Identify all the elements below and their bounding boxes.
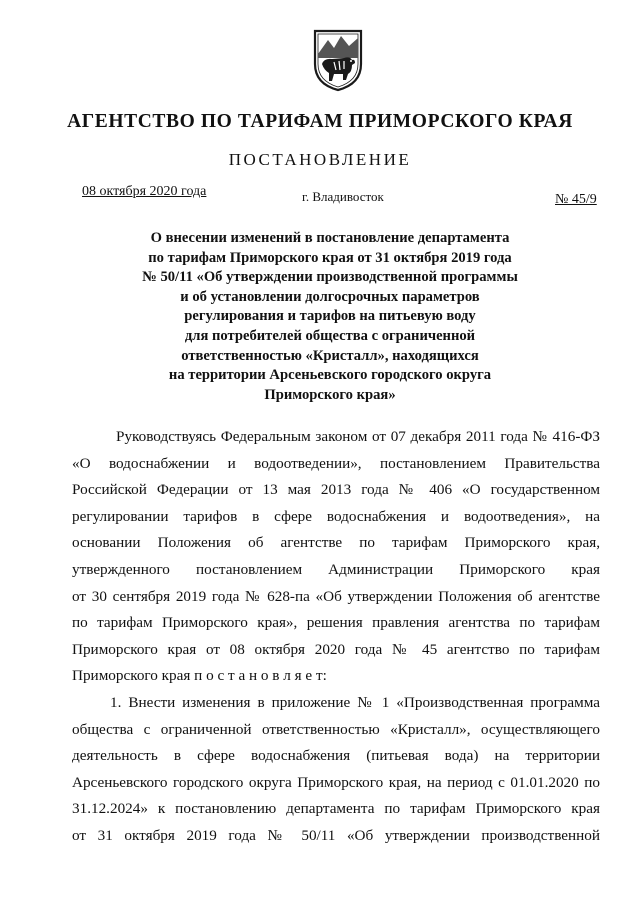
title-line: ответственностью «Кристалл», находящихся <box>181 347 479 364</box>
document-city: г. Владивосток <box>302 189 384 204</box>
coat-of-arms-icon <box>312 28 364 92</box>
title-line: регулирования и тарифов на питьевую воду <box>184 308 476 325</box>
document-title <box>130 229 530 405</box>
body-line: общества с ограниченной ответственностью «Кристалл», осуществляющего <box>72 720 600 738</box>
body-line: Российской Федерации от 13 мая 2013 года № 406 «О государственном <box>72 481 600 499</box>
body-line: 1. Внести изменения в приложение № 1 «Производственная программа <box>110 693 600 711</box>
body-line: Арсеньевского городского округа Приморского края, на период с 01.01.2020 по <box>72 773 600 791</box>
agency-name: АГЕНТСТВО ПО ТАРИФАМ ПРИМОРСКОГО КРАЯ <box>67 111 573 132</box>
body-line: деятельность в сфере водоснабжения (питьевая вода) на территории <box>72 747 600 765</box>
title-line: О внесении изменений в постановление департамента <box>150 230 510 246</box>
body-line: Приморского края п о с т а н о в л я е т: <box>72 667 327 685</box>
body-line: Приморского края от 08 октября 2020 года № 45 агентство по тарифам <box>72 640 600 658</box>
body-line: 31.12.2024» к постановлению департамента по тарифам Приморского края <box>72 800 600 818</box>
body-line: основании Положения об агентстве по тарифам Приморского края, <box>72 534 600 552</box>
title-line: № 50/11 «Об утверждении производственной программы <box>142 269 518 286</box>
body-line: регулировании тарифов в сфере водоснабжения и водоотведения», на <box>72 507 600 525</box>
body-line: утвержденного постановлением Администрации Приморского края <box>72 560 600 578</box>
body-line: от 30 сентября 2019 года № 628-па «Об утверждении Положения об агентстве <box>72 587 600 605</box>
title-line: и об установлении долгосрочных параметров <box>180 288 480 305</box>
title-line: по тарифам Приморского края от 31 октября 2019 года <box>148 249 512 266</box>
title-line: для потребителей общества с ограниченной <box>184 327 476 344</box>
title-line: Приморского края» <box>264 386 396 403</box>
document-body <box>72 424 600 850</box>
document-type: ПОСТАНОВЛЕНИЕ <box>228 150 412 169</box>
body-line: от 31 октября 2019 года № 50/11 «Об утверждении производственной <box>72 826 600 844</box>
body-line: «О водоснабжении и водоотведении», постановлением Правительства <box>72 454 600 472</box>
title-line: на территории Арсеньевского городского округа <box>168 367 492 384</box>
document-number: № 45/9 <box>555 192 597 207</box>
body-line: по тарифам Приморского края», решения правления агентства по тарифам <box>72 614 600 632</box>
document-date: 08 октября 2020 года <box>82 184 207 199</box>
body-line: Руководствуясь Федеральным законом от 07 декабря 2011 года № 416-ФЗ <box>116 428 600 445</box>
